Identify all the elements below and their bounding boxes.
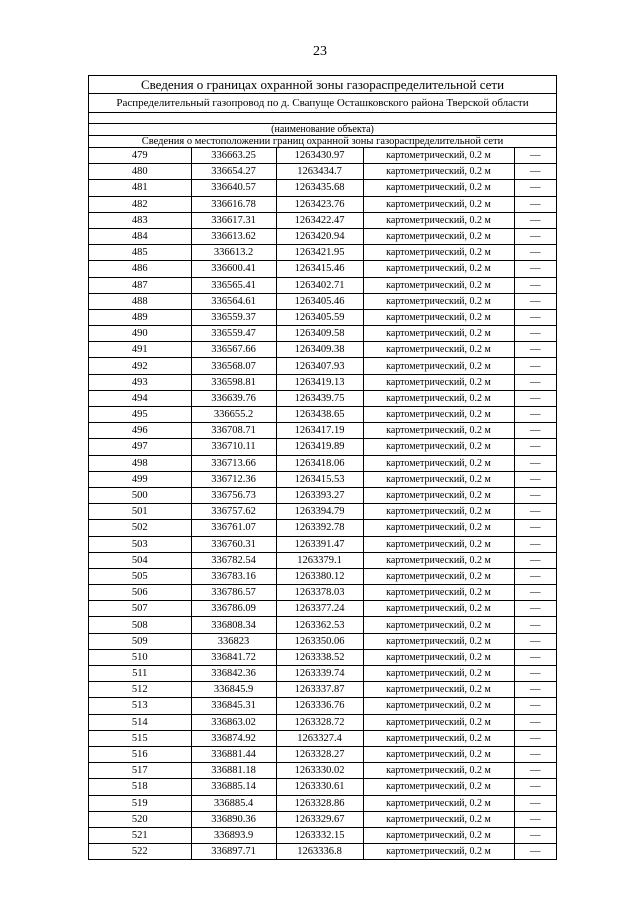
y-coordinate-cell: 1263328.27 [276, 746, 363, 762]
accuracy-method-cell: картометрический, 0.2 м [363, 520, 514, 536]
y-coordinate-cell: 1263379.1 [276, 552, 363, 568]
accuracy-method-cell: картометрический, 0.2 м [363, 730, 514, 746]
table-row [89, 520, 556, 536]
accuracy-method-cell: картометрический, 0.2 м [363, 633, 514, 649]
accuracy-method-cell: картометрический, 0.2 м [363, 666, 514, 682]
description-cell: — [514, 795, 556, 811]
description-cell: — [514, 666, 556, 682]
x-coordinate-cell: 336845.31 [191, 698, 276, 714]
x-coordinate-cell: 336890.36 [191, 811, 276, 827]
description-cell: — [514, 601, 556, 617]
location-info: Сведения о местоположении границ охранной зоны газораспределительной сети [141, 136, 504, 147]
y-coordinate-cell: 1263339.74 [276, 666, 363, 682]
accuracy-method-cell: картометрический, 0.2 м [363, 342, 514, 358]
table-row [89, 617, 556, 633]
description-cell: — [514, 374, 556, 390]
point-number-cell: 501 [89, 504, 191, 520]
table-row [89, 666, 556, 682]
accuracy-method-cell: картометрический, 0.2 м [363, 245, 514, 261]
accuracy-method-cell: картометрический, 0.2 м [363, 423, 514, 439]
x-coordinate-cell: 336600.41 [191, 261, 276, 277]
point-number-cell: 486 [89, 261, 191, 277]
point-number-cell: 507 [89, 601, 191, 617]
table-row [89, 164, 556, 180]
x-coordinate-cell: 336885.4 [191, 795, 276, 811]
y-coordinate-cell: 1263332.15 [276, 827, 363, 843]
page-number: 23 [313, 44, 327, 59]
y-coordinate-cell: 1263328.72 [276, 714, 363, 730]
point-number-cell: 518 [89, 779, 191, 795]
y-coordinate-cell: 1263420.94 [276, 228, 363, 244]
x-coordinate-cell: 336786.57 [191, 585, 276, 601]
coordinates-table [89, 148, 556, 859]
description-cell: — [514, 228, 556, 244]
accuracy-method-cell: картометрический, 0.2 м [363, 844, 514, 860]
accuracy-method-cell: картометрический, 0.2 м [363, 682, 514, 698]
description-cell: — [514, 358, 556, 374]
object-caption: (наименование объекта) [89, 124, 556, 136]
y-coordinate-cell: 1263422.47 [276, 212, 363, 228]
accuracy-method-cell: картометрический, 0.2 м [363, 196, 514, 212]
table-row [89, 730, 556, 746]
point-number-cell: 509 [89, 633, 191, 649]
table-row [89, 277, 556, 293]
table-row [89, 423, 556, 439]
point-number-cell: 497 [89, 439, 191, 455]
accuracy-method-cell: картометрический, 0.2 м [363, 228, 514, 244]
accuracy-method-cell: картометрический, 0.2 м [363, 212, 514, 228]
point-number-cell: 522 [89, 844, 191, 860]
description-cell: — [514, 844, 556, 860]
point-number-cell: 503 [89, 536, 191, 552]
accuracy-method-cell: картометрический, 0.2 м [363, 714, 514, 730]
x-coordinate-cell: 336616.78 [191, 196, 276, 212]
accuracy-method-cell: картометрический, 0.2 м [363, 148, 514, 164]
accuracy-method-cell: картометрический, 0.2 м [363, 827, 514, 843]
x-coordinate-cell: 336639.76 [191, 390, 276, 406]
point-number-cell: 480 [89, 164, 191, 180]
accuracy-method-cell: картометрический, 0.2 м [363, 439, 514, 455]
table-row [89, 212, 556, 228]
accuracy-method-cell: картометрический, 0.2 м [363, 698, 514, 714]
table-row [89, 568, 556, 584]
x-coordinate-cell: 336783.16 [191, 568, 276, 584]
y-coordinate-cell: 1263336.8 [276, 844, 363, 860]
point-number-cell: 504 [89, 552, 191, 568]
description-cell: — [514, 504, 556, 520]
point-number-cell: 491 [89, 342, 191, 358]
point-number-cell: 500 [89, 487, 191, 503]
x-coordinate-cell: 336655.2 [191, 407, 276, 423]
description-cell: — [514, 212, 556, 228]
table-row [89, 714, 556, 730]
x-coordinate-cell: 336568.07 [191, 358, 276, 374]
description-cell: — [514, 148, 556, 164]
y-coordinate-cell: 1263393.27 [276, 487, 363, 503]
point-number-cell: 479 [89, 148, 191, 164]
accuracy-method-cell: картометрический, 0.2 м [363, 164, 514, 180]
description-cell: — [514, 423, 556, 439]
point-number-cell: 495 [89, 407, 191, 423]
y-coordinate-cell: 1263328.86 [276, 795, 363, 811]
accuracy-method-cell: картометрический, 0.2 м [363, 407, 514, 423]
table-header [89, 76, 556, 148]
accuracy-method-cell: картометрический, 0.2 м [363, 374, 514, 390]
table-row [89, 180, 556, 196]
y-coordinate-cell: 1263327.4 [276, 730, 363, 746]
x-coordinate-cell: 336613.2 [191, 245, 276, 261]
x-coordinate-cell: 336761.07 [191, 520, 276, 536]
point-number-cell: 498 [89, 455, 191, 471]
table-row [89, 245, 556, 261]
x-coordinate-cell: 336757.62 [191, 504, 276, 520]
description-cell: — [514, 164, 556, 180]
y-coordinate-cell: 1263438.65 [276, 407, 363, 423]
accuracy-method-cell: картометрический, 0.2 м [363, 552, 514, 568]
point-number-cell: 512 [89, 682, 191, 698]
y-coordinate-cell: 1263336.76 [276, 698, 363, 714]
description-cell: — [514, 633, 556, 649]
x-coordinate-cell: 336881.18 [191, 763, 276, 779]
description-cell: — [514, 827, 556, 843]
y-coordinate-cell: 1263338.52 [276, 649, 363, 665]
description-cell: — [514, 455, 556, 471]
accuracy-method-cell: картометрический, 0.2 м [363, 358, 514, 374]
accuracy-method-cell: картометрический, 0.2 м [363, 811, 514, 827]
description-cell: — [514, 196, 556, 212]
x-coordinate-cell: 336617.31 [191, 212, 276, 228]
x-coordinate-cell: 336710.11 [191, 439, 276, 455]
object-name: Распределительный газопровод по д. Свапуще Осташковского района Тверской области [89, 94, 556, 113]
x-coordinate-cell: 336842.36 [191, 666, 276, 682]
point-number-cell: 490 [89, 326, 191, 342]
description-cell: — [514, 245, 556, 261]
table-row [89, 763, 556, 779]
table-row [89, 342, 556, 358]
description-cell: — [514, 682, 556, 698]
accuracy-method-cell: картометрический, 0.2 м [363, 795, 514, 811]
x-coordinate-cell: 336640.57 [191, 180, 276, 196]
y-coordinate-cell: 1263380.12 [276, 568, 363, 584]
point-number-cell: 493 [89, 374, 191, 390]
x-coordinate-cell: 336663.25 [191, 148, 276, 164]
y-coordinate-cell: 1263330.02 [276, 763, 363, 779]
point-number-cell: 484 [89, 228, 191, 244]
table-row [89, 293, 556, 309]
accuracy-method-cell: картометрический, 0.2 м [363, 763, 514, 779]
y-coordinate-cell: 1263417.19 [276, 423, 363, 439]
table-row [89, 358, 556, 374]
y-coordinate-cell: 1263329.67 [276, 811, 363, 827]
point-number-cell: 487 [89, 277, 191, 293]
description-cell: — [514, 520, 556, 536]
table-row [89, 811, 556, 827]
table-row [89, 536, 556, 552]
table-row [89, 601, 556, 617]
y-coordinate-cell: 1263405.59 [276, 309, 363, 325]
x-coordinate-cell: 336863.02 [191, 714, 276, 730]
description-cell: — [514, 536, 556, 552]
point-number-cell: 494 [89, 390, 191, 406]
point-number-cell: 481 [89, 180, 191, 196]
y-coordinate-cell: 1263419.89 [276, 439, 363, 455]
point-number-cell: 492 [89, 358, 191, 374]
x-coordinate-cell: 336782.54 [191, 552, 276, 568]
description-cell: — [514, 698, 556, 714]
accuracy-method-cell: картометрический, 0.2 м [363, 568, 514, 584]
table-title: Сведения о границах охранной зоны газораспределительной сети [89, 76, 556, 94]
table-row [89, 844, 556, 860]
description-cell: — [514, 261, 556, 277]
description-cell: — [514, 326, 556, 342]
table-row [89, 552, 556, 568]
table-row [89, 261, 556, 277]
description-cell: — [514, 552, 556, 568]
description-cell: — [514, 730, 556, 746]
point-number-cell: 506 [89, 585, 191, 601]
y-coordinate-cell: 1263421.95 [276, 245, 363, 261]
accuracy-method-cell: картометрический, 0.2 м [363, 277, 514, 293]
description-cell: — [514, 277, 556, 293]
y-coordinate-cell: 1263394.79 [276, 504, 363, 520]
x-coordinate-cell: 336712.36 [191, 471, 276, 487]
table-row [89, 585, 556, 601]
y-coordinate-cell: 1263377.24 [276, 601, 363, 617]
description-cell: — [514, 568, 556, 584]
table-row [89, 439, 556, 455]
y-coordinate-cell: 1263434.7 [276, 164, 363, 180]
x-coordinate-cell: 336567.66 [191, 342, 276, 358]
accuracy-method-cell: картометрический, 0.2 м [363, 649, 514, 665]
y-coordinate-cell: 1263392.78 [276, 520, 363, 536]
point-number-cell: 508 [89, 617, 191, 633]
y-coordinate-cell: 1263407.93 [276, 358, 363, 374]
y-coordinate-cell: 1263378.03 [276, 585, 363, 601]
y-coordinate-cell: 1263415.46 [276, 261, 363, 277]
description-cell: — [514, 293, 556, 309]
y-coordinate-cell: 1263418.06 [276, 455, 363, 471]
description-cell: — [514, 746, 556, 762]
boundary-table-sheet [88, 75, 557, 860]
point-number-cell: 502 [89, 520, 191, 536]
y-coordinate-cell: 1263435.68 [276, 180, 363, 196]
point-number-cell: 499 [89, 471, 191, 487]
y-coordinate-cell: 1263402.71 [276, 277, 363, 293]
x-coordinate-cell: 336559.37 [191, 309, 276, 325]
x-coordinate-cell: 336897.71 [191, 844, 276, 860]
point-number-cell: 516 [89, 746, 191, 762]
y-coordinate-cell: 1263430.97 [276, 148, 363, 164]
x-coordinate-cell: 336885.14 [191, 779, 276, 795]
description-cell: — [514, 487, 556, 503]
table-row [89, 779, 556, 795]
description-cell: — [514, 649, 556, 665]
point-number-cell: 488 [89, 293, 191, 309]
point-number-cell: 505 [89, 568, 191, 584]
accuracy-method-cell: картометрический, 0.2 м [363, 601, 514, 617]
point-number-cell: 485 [89, 245, 191, 261]
header-spacer [89, 113, 556, 124]
x-coordinate-cell: 336713.66 [191, 455, 276, 471]
description-cell: — [514, 439, 556, 455]
table-row [89, 326, 556, 342]
point-number-cell: 482 [89, 196, 191, 212]
accuracy-method-cell: картометрический, 0.2 м [363, 779, 514, 795]
point-number-cell: 496 [89, 423, 191, 439]
table-row [89, 827, 556, 843]
x-coordinate-cell: 336881.44 [191, 746, 276, 762]
accuracy-method-cell: картометрический, 0.2 м [363, 180, 514, 196]
accuracy-method-cell: картометрический, 0.2 м [363, 326, 514, 342]
y-coordinate-cell: 1263409.38 [276, 342, 363, 358]
description-cell: — [514, 390, 556, 406]
x-coordinate-cell: 336823 [191, 633, 276, 649]
description-cell: — [514, 585, 556, 601]
point-number-cell: 511 [89, 666, 191, 682]
table-row [89, 374, 556, 390]
accuracy-method-cell: картометрический, 0.2 м [363, 617, 514, 633]
table-row [89, 504, 556, 520]
x-coordinate-cell: 336874.92 [191, 730, 276, 746]
description-cell: — [514, 342, 556, 358]
point-number-cell: 489 [89, 309, 191, 325]
y-coordinate-cell: 1263391.47 [276, 536, 363, 552]
y-coordinate-cell: 1263423.76 [276, 196, 363, 212]
accuracy-method-cell: картометрический, 0.2 м [363, 746, 514, 762]
accuracy-method-cell: картометрический, 0.2 м [363, 261, 514, 277]
table-row [89, 455, 556, 471]
point-number-cell: 513 [89, 698, 191, 714]
x-coordinate-cell: 336559.47 [191, 326, 276, 342]
x-coordinate-cell: 336598.81 [191, 374, 276, 390]
accuracy-method-cell: картометрический, 0.2 м [363, 585, 514, 601]
point-number-cell: 515 [89, 730, 191, 746]
table-row [89, 649, 556, 665]
y-coordinate-cell: 1263362.53 [276, 617, 363, 633]
x-coordinate-cell: 336564.61 [191, 293, 276, 309]
description-cell: — [514, 309, 556, 325]
table-row [89, 309, 556, 325]
y-coordinate-cell: 1263350.06 [276, 633, 363, 649]
accuracy-method-cell: картометрический, 0.2 м [363, 504, 514, 520]
x-coordinate-cell: 336841.72 [191, 649, 276, 665]
x-coordinate-cell: 336613.62 [191, 228, 276, 244]
x-coordinate-cell: 336565.41 [191, 277, 276, 293]
accuracy-method-cell: картометрический, 0.2 м [363, 471, 514, 487]
description-cell: — [514, 617, 556, 633]
x-coordinate-cell: 336756.73 [191, 487, 276, 503]
y-coordinate-cell: 1263439.75 [276, 390, 363, 406]
coordinates-table-body [89, 148, 556, 859]
table-row [89, 471, 556, 487]
table-row [89, 390, 556, 406]
accuracy-method-cell: картометрический, 0.2 м [363, 536, 514, 552]
table-row [89, 698, 556, 714]
table-row [89, 228, 556, 244]
y-coordinate-cell: 1263337.87 [276, 682, 363, 698]
point-number-cell: 521 [89, 827, 191, 843]
description-cell: — [514, 779, 556, 795]
description-cell: — [514, 763, 556, 779]
table-row [89, 487, 556, 503]
table-row [89, 407, 556, 423]
x-coordinate-cell: 336708.71 [191, 423, 276, 439]
point-number-cell: 483 [89, 212, 191, 228]
y-coordinate-cell: 1263419.13 [276, 374, 363, 390]
x-coordinate-cell: 336786.09 [191, 601, 276, 617]
description-cell: — [514, 180, 556, 196]
point-number-cell: 510 [89, 649, 191, 665]
accuracy-method-cell: картометрический, 0.2 м [363, 309, 514, 325]
accuracy-method-cell: картометрический, 0.2 м [363, 390, 514, 406]
x-coordinate-cell: 336760.31 [191, 536, 276, 552]
y-coordinate-cell: 1263415.53 [276, 471, 363, 487]
accuracy-method-cell: картометрический, 0.2 м [363, 487, 514, 503]
description-cell: — [514, 471, 556, 487]
description-cell: — [514, 811, 556, 827]
point-number-cell: 519 [89, 795, 191, 811]
y-coordinate-cell: 1263409.58 [276, 326, 363, 342]
y-coordinate-cell: 1263405.46 [276, 293, 363, 309]
x-coordinate-cell: 336654.27 [191, 164, 276, 180]
point-number-cell: 517 [89, 763, 191, 779]
y-coordinate-cell: 1263330.61 [276, 779, 363, 795]
x-coordinate-cell: 336845.9 [191, 682, 276, 698]
point-number-cell: 520 [89, 811, 191, 827]
x-coordinate-cell: 336893.9 [191, 827, 276, 843]
description-cell: — [514, 714, 556, 730]
table-row [89, 682, 556, 698]
table-row [89, 633, 556, 649]
table-row [89, 795, 556, 811]
accuracy-method-cell: картометрический, 0.2 м [363, 455, 514, 471]
table-row [89, 148, 556, 164]
accuracy-method-cell: картометрический, 0.2 м [363, 293, 514, 309]
x-coordinate-cell: 336808.34 [191, 617, 276, 633]
table-row [89, 196, 556, 212]
table-row [89, 746, 556, 762]
description-cell: — [514, 407, 556, 423]
point-number-cell: 514 [89, 714, 191, 730]
